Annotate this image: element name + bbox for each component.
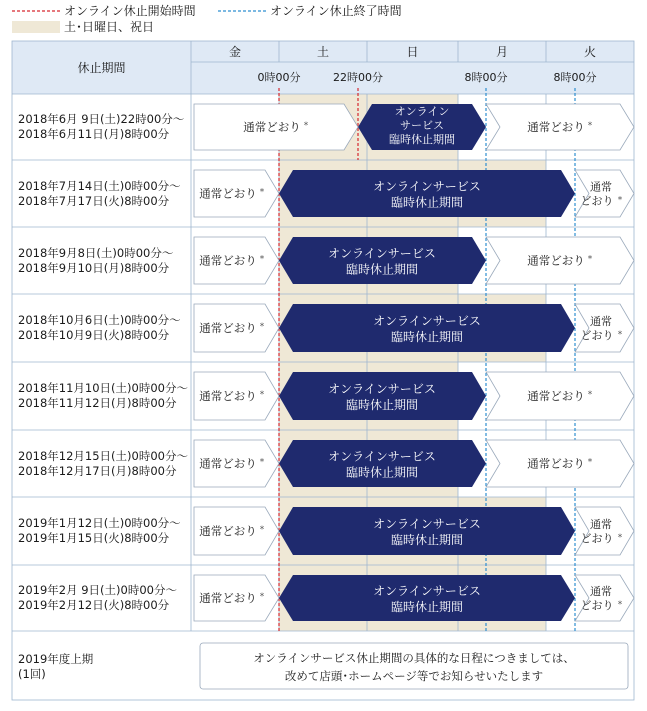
footer-period-label <box>18 652 93 682</box>
normal-label: 通常どおり <box>199 253 257 268</box>
normal-service-arrow <box>575 507 634 555</box>
row-period-label <box>18 381 188 411</box>
closed-label: 臨時休止期間 <box>390 600 464 614</box>
asterisk: * <box>617 533 623 543</box>
period-header: 休止期間 <box>77 61 126 75</box>
row-period-label <box>18 313 181 343</box>
normal-label: 通常どおり <box>199 524 257 538</box>
period-start: 2018年9月8日(土)0時00分～ <box>18 245 174 260</box>
time-label: 8時00分 <box>553 71 597 84</box>
closed-period-hexagon <box>279 575 575 621</box>
period-end: 2018年9月10日(月)8時00分 <box>18 260 170 275</box>
normal-service-arrow <box>575 575 634 621</box>
period-start: 2019年1月12日(土)0時00分～ <box>18 516 181 530</box>
asterisk: * <box>587 254 593 265</box>
normal-label: 通常どおり <box>527 456 585 471</box>
normal-label: 通常どおり <box>527 253 585 268</box>
time-label: 22時00分 <box>333 71 383 84</box>
asterisk: * <box>259 525 265 535</box>
footer-note-line1: オンラインサービス休止期間の具体的な日程につきましては、 <box>253 651 575 665</box>
period-start: 2018年10月6日(土)0時00分～ <box>18 313 181 327</box>
closed-label: オンラインサービス <box>373 584 481 598</box>
asterisk: * <box>259 322 265 332</box>
closed-label: 臨時休止期間 <box>390 533 464 547</box>
day-header: 火 <box>583 45 597 59</box>
closed-period-hexagon <box>279 372 486 420</box>
period-start: 2018年7月14日(土)0時00分～ <box>18 178 181 193</box>
period-end: 2018年12月17日(月)8時00分 <box>18 463 177 478</box>
closed-label: オンラインサービス <box>328 246 436 261</box>
normal-label: どおり <box>580 194 614 208</box>
day-header: 日 <box>406 45 419 59</box>
row-period-label <box>18 583 177 613</box>
closed-label: 臨時休止期間 <box>390 330 464 344</box>
normal-label: どおり <box>580 532 614 545</box>
normal-service-arrow <box>575 170 634 217</box>
legend-weekend-label: 土･日曜日、祝日 <box>64 20 155 34</box>
period-end: 2018年7月17日(火)8時00分 <box>18 193 170 208</box>
asterisk: * <box>303 121 309 131</box>
time-label: 8時00分 <box>464 71 508 84</box>
legend-end-label: オンライン休止終了時間 <box>270 4 402 18</box>
normal-label: どおり <box>580 599 614 612</box>
closed-period-hexagon <box>279 237 486 284</box>
normal-label: 通常 <box>590 180 612 194</box>
asterisk: * <box>617 600 623 610</box>
asterisk: * <box>587 390 593 400</box>
asterisk: * <box>587 121 593 131</box>
normal-label: 通常どおり <box>527 120 585 134</box>
row-period-label <box>18 516 181 546</box>
closed-label: オンラインサービス <box>373 517 481 531</box>
normal-service-arrow <box>575 304 634 352</box>
closed-label: サービス <box>400 119 444 132</box>
normal-label: 通常 <box>590 315 612 328</box>
day-header: 金 <box>228 45 242 59</box>
closed-label: 臨時休止期間 <box>345 262 419 277</box>
row-period-label <box>18 112 184 142</box>
closed-label: オンラインサービス <box>373 179 481 194</box>
normal-label: 通常どおり <box>199 591 257 605</box>
normal-label: 通常どおり <box>199 389 257 403</box>
closed-period-hexagon <box>279 507 575 555</box>
day-header: 月 <box>495 45 509 59</box>
period-end: 2018年11月12日(月)8時00分 <box>18 396 177 410</box>
normal-label: 通常 <box>590 518 612 531</box>
asterisk: * <box>259 254 265 265</box>
asterisk: * <box>617 330 623 340</box>
normal-label: 通常 <box>590 585 612 598</box>
period-start: 2018年11月10日(土)0時00分～ <box>18 381 188 395</box>
asterisk: * <box>259 390 265 400</box>
closed-label: オンラインサービス <box>328 449 436 464</box>
normal-label: どおり <box>580 329 614 342</box>
row-period-label <box>18 246 173 276</box>
closed-label: オンラインサービス <box>328 382 436 396</box>
closed-label: 臨時休止期間 <box>345 398 419 412</box>
period-end: 2019年2月12日(火)8時00分 <box>18 598 170 612</box>
closed-period-hexagon <box>279 440 486 487</box>
normal-label: 通常どおり <box>199 456 257 471</box>
normal-label: 通常どおり <box>527 389 585 403</box>
asterisk: * <box>259 592 265 602</box>
period-end: 2018年6月11日(月)8時00分 <box>18 127 170 141</box>
closed-label: オンライン <box>394 105 450 118</box>
asterisk: * <box>587 457 593 468</box>
normal-label: 通常どおり <box>243 120 301 134</box>
closed-label: 臨時休止期間 <box>389 133 455 146</box>
row-period-label <box>18 449 188 479</box>
asterisk: * <box>259 187 265 198</box>
row-period-label <box>18 179 181 209</box>
closed-label: 臨時休止期間 <box>345 465 419 480</box>
closed-period-hexagon <box>279 304 575 352</box>
footer-label-line: (1回) <box>18 667 46 681</box>
closed-label: 臨時休止期間 <box>390 195 464 210</box>
time-label: 0時00分 <box>257 71 301 84</box>
asterisk: * <box>617 195 623 206</box>
asterisk: * <box>259 457 265 468</box>
closed-period-hexagon <box>279 170 575 217</box>
period-start: 2019年2月 9日(土)0時00分～ <box>18 583 177 597</box>
period-start: 2018年6月 9日(土)22時00分～ <box>18 112 185 126</box>
period-end: 2019年1月15日(火)8時00分 <box>18 531 170 545</box>
normal-label: 通常どおり <box>199 321 257 335</box>
normal-label: 通常どおり <box>199 186 257 201</box>
legend-start-label: オンライン休止開始時間 <box>64 4 196 18</box>
footer-note-line2: 改めて店頭･ホームページ等でお知らせいたします <box>284 669 544 683</box>
closed-label: オンラインサービス <box>373 314 481 328</box>
footer-label-line: 2019年度上期 <box>18 652 94 666</box>
period-start: 2018年12月15日(土)0時00分～ <box>18 448 188 463</box>
day-header: 土 <box>316 45 330 59</box>
period-end: 2018年10月9日(火)8時00分 <box>18 328 170 342</box>
